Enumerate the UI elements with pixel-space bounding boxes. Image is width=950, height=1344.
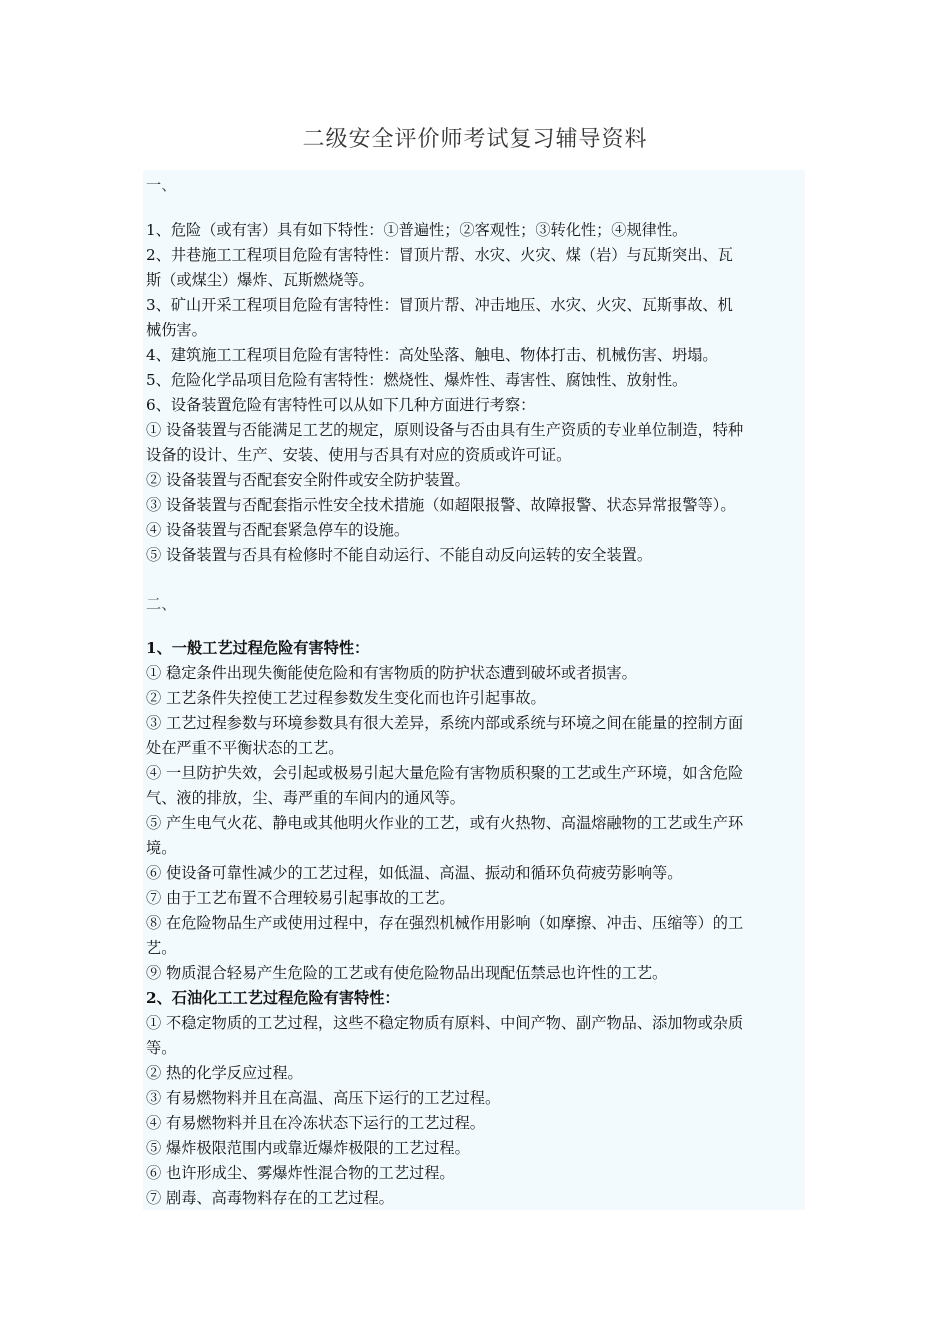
section-1-label: 一、	[146, 176, 177, 194]
text-line: ① 设备装置与否能满足工艺的规定，原则设备与否由具有生产资质的专业单位制造，特种	[146, 421, 744, 439]
text-line: ② 工艺条件失控使工艺过程参数发生变化而也许引起事故。	[146, 689, 546, 707]
text-line: 4、建筑施工工程项目危险有害特性：高处坠落、触电、物体打击、机械伤害、坍塌。	[146, 346, 718, 364]
text-line: 等。	[146, 1039, 177, 1057]
section-1-body	[146, 218, 806, 568]
text-line: 境。	[146, 839, 177, 857]
text-line: 3、矿山开采工程项目危险有害特性：冒顶片帮、冲击地压、水灾、火灾、瓦斯事故、机	[146, 296, 733, 314]
subsection-heading: 2、石油化工工艺过程危险有害特性：	[146, 989, 400, 1007]
text-line: 6、设备装置危险有害特性可以从如下几种方面进行考察：	[146, 396, 536, 414]
text-line: ③ 工艺过程参数与环境参数具有很大差异，系统内部或系统与环境之间在能量的控制方面	[146, 714, 744, 732]
text-line: 艺。	[146, 939, 177, 957]
text-line: ⑦ 剧毒、高毒物料存在的工艺过程。	[146, 1189, 394, 1207]
text-line: 斯（或煤尘）爆炸、瓦斯燃烧等。	[146, 271, 374, 289]
text-line: ⑤ 设备装置与否具有检修时不能自动运行、不能自动反向运转的安全装置。	[146, 546, 653, 564]
text-line: 5、危险化学品项目危险有害特性：燃烧性、爆炸性、毒害性、腐蚀性、放射性。	[146, 371, 688, 389]
text-line: ④ 设备装置与否配套紧急停车的设施。	[146, 521, 410, 539]
page-title: 二级安全评价师考试复习辅导资料	[302, 127, 648, 152]
text-line: ② 热的化学反应过程。	[146, 1064, 303, 1082]
subsection-heading: 1、一般工艺过程危险有害特性：	[146, 639, 370, 657]
text-line: ① 不稳定物质的工艺过程，这些不稳定物质有原料、中间产物、副产物品、添加物或杂质	[146, 1014, 744, 1032]
text-line: ⑤ 爆炸极限范围内或靠近爆炸极限的工艺过程。	[146, 1139, 470, 1157]
text-line: ② 设备装置与否配套安全附件或安全防护装置。	[146, 471, 470, 489]
text-line: ⑨ 物质混合轻易产生危险的工艺或有使危险物品出现配伍禁忌也许性的工艺。	[146, 964, 668, 982]
text-line: ① 稳定条件出现失衡能使危险和有害物质的防护状态遭到破坏或者损害。	[146, 664, 637, 682]
text-line: 械伤害。	[146, 321, 207, 339]
section-2-label: 二、	[146, 595, 177, 613]
text-line: 气、液的排放，尘、毒严重的车间内的通风等。	[146, 789, 465, 807]
text-line: 1、危险（或有害）具有如下特性：①普遍性；②客观性；③转化性；④规律性。	[146, 221, 688, 239]
text-line: ⑧ 在危险物品生产或使用过程中，存在强烈机械作用影响（如摩擦、冲击、压缩等）的工	[146, 914, 744, 932]
text-line: 处在严重不平衡状态的工艺。	[146, 739, 344, 757]
section-2-body	[146, 636, 806, 1211]
text-line: ⑦ 由于工艺布置不合理较易引起事故的工艺。	[146, 889, 455, 907]
text-line: 设备的设计、生产、安装、使用与否具有对应的资质或许可证。	[146, 446, 572, 464]
text-line: ⑥ 也许形成尘、雾爆炸性混合物的工艺过程。	[146, 1164, 455, 1182]
text-line: ③ 设备装置与否配套指示性安全技术措施（如超限报警、故障报警、状态异常报警等）。	[146, 496, 736, 514]
text-line: ④ 一旦防护失效，会引起或极易引起大量危险有害物质积聚的工艺或生产环境，如含危险	[146, 764, 744, 782]
text-line: ④ 有易燃物料并且在冷冻状态下运行的工艺过程。	[146, 1114, 485, 1132]
text-line: 2、井巷施工工程项目危险有害特性：冒顶片帮、水灾、火灾、煤（岩）与瓦斯突出、瓦	[146, 246, 733, 264]
text-line: ③ 有易燃物料并且在高温、高压下运行的工艺过程。	[146, 1089, 501, 1107]
text-line: ⑤ 产生电气火花、静电或其他明火作业的工艺，或有火热物、高温熔融物的工艺或生产环	[146, 814, 744, 832]
text-line: ⑥ 使设备可靠性减少的工艺过程，如低温、高温、振动和循环负荷疲劳影响等。	[146, 864, 683, 882]
